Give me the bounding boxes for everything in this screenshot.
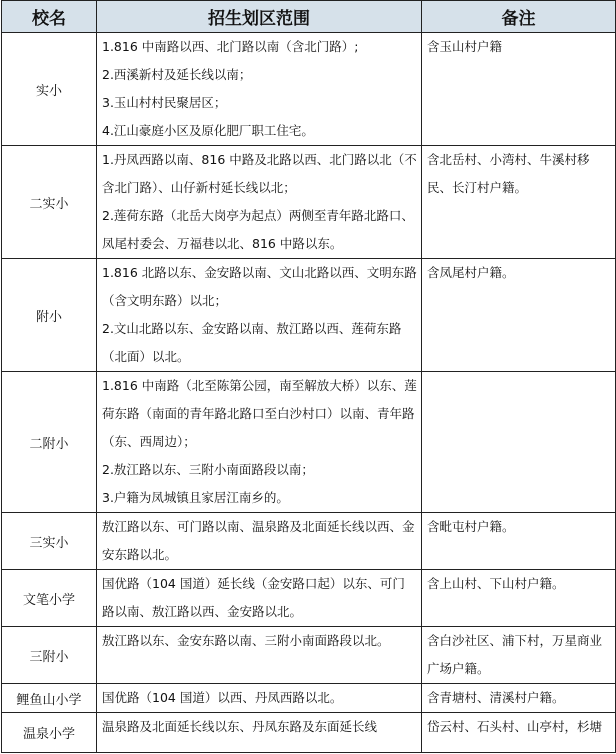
enrollment-range-cell [97, 513, 422, 570]
school-name-cell: 文笔小学 [2, 570, 97, 627]
range-item: 3.玉山村村民聚居区； [102, 95, 227, 110]
range-item: 1.816 中南路（北至陈第公园，南至解放大桥）以东、莲荷东路（南面的青年路北路口至白沙村口）以南、青年路（东、西周边）； [102, 378, 417, 449]
range-item: 2.敖江路以东、三附小南面路段以南； [102, 462, 314, 477]
table-row [2, 513, 616, 570]
school-name-cell: 三实小 [2, 513, 97, 570]
table-row [2, 259, 616, 372]
range-item: 4.江山豪庭小区及原化肥厂职工住宅。 [102, 123, 314, 138]
school-name-cell: 二实小 [2, 146, 97, 259]
table-row [2, 372, 616, 513]
note-cell: 含白沙社区、浦下村，万星商业广场户籍。 [422, 627, 616, 684]
school-name-cell: 二附小 [2, 372, 97, 513]
table-row [2, 146, 616, 259]
school-name-cell: 附小 [2, 259, 97, 372]
range-item: 敖江路以东、金安东路以南、三附小南面路段以北。 [102, 633, 390, 648]
range-item: 国优路（104 国道）以西、丹凤西路以北。 [102, 690, 343, 705]
note-cell [422, 372, 616, 513]
table-row [2, 570, 616, 627]
enrollment-range-cell [97, 627, 422, 684]
note-cell: 含上山村、下山村户籍。 [422, 570, 616, 627]
range-item: 1.816 中南路以西、北门路以南（含北门路）; [102, 39, 359, 54]
table-row [2, 684, 616, 713]
table-row [2, 33, 616, 146]
range-item: 1.816 北路以东、金安路以南、文山北路以西、文明东路（含文明东路）以北； [102, 265, 417, 308]
enrollment-range-cell [97, 372, 422, 513]
header-enrollment-range: 招生划区范围 [97, 1, 422, 33]
school-name-cell: 三附小 [2, 627, 97, 684]
enrollment-table [1, 0, 616, 753]
note-cell: 含毗屯村户籍。 [422, 513, 616, 570]
enrollment-range-cell [97, 33, 422, 146]
header-row [2, 1, 616, 33]
range-item: 温泉路及北面延长线以东、丹凤东路及东面延长线 [102, 719, 378, 734]
table-row [2, 627, 616, 684]
range-item: 国优路（104 国道）延长线（金安路口起）以东、可门路以南、敖江路以西、金安路以北。 [102, 576, 405, 619]
enrollment-range-cell [97, 259, 422, 372]
header-school-name: 校名 [2, 1, 97, 33]
range-item: 1.丹凤西路以南、816 中路及北路以西、北门路以北（不含北门路）、山仔新村延长线以北； [102, 152, 417, 195]
enrollment-range-cell [97, 570, 422, 627]
school-name-cell: 温泉小学 [2, 713, 97, 753]
note-cell: 含凤尾村户籍。 [422, 259, 616, 372]
table-row [2, 713, 616, 753]
range-item: 2.西溪新村及延长线以南； [102, 67, 252, 82]
range-item: 2.莲荷东路（北岳大岗亭为起点）两侧至青年路北路口、凤尾村委会、万福巷以北、816 中路以东。 [102, 208, 414, 251]
range-item: 敖江路以东、可门路以南、温泉路及北面延长线以西、金安东路以北。 [102, 519, 415, 562]
school-name-cell: 实小 [2, 33, 97, 146]
note-cell: 岱云村、石头村、山亭村，杉塘 [422, 713, 616, 753]
school-name-cell: 鲤鱼山小学 [2, 684, 97, 713]
range-item: 2.文山北路以东、金安路以南、敖江路以西、莲荷东路（北面）以北。 [102, 321, 402, 364]
note-cell: 含北岳村、小湾村、牛溪村移民、长汀村户籍。 [422, 146, 616, 259]
range-item: 3.户籍为凤城镇且家居江南乡的。 [102, 490, 289, 505]
note-cell: 含玉山村户籍 [422, 33, 616, 146]
enrollment-range-cell [97, 713, 422, 753]
note-cell: 含青塘村、清溪村户籍。 [422, 684, 616, 713]
header-notes: 备注 [422, 1, 616, 33]
enrollment-range-cell [97, 146, 422, 259]
enrollment-range-cell [97, 684, 422, 713]
